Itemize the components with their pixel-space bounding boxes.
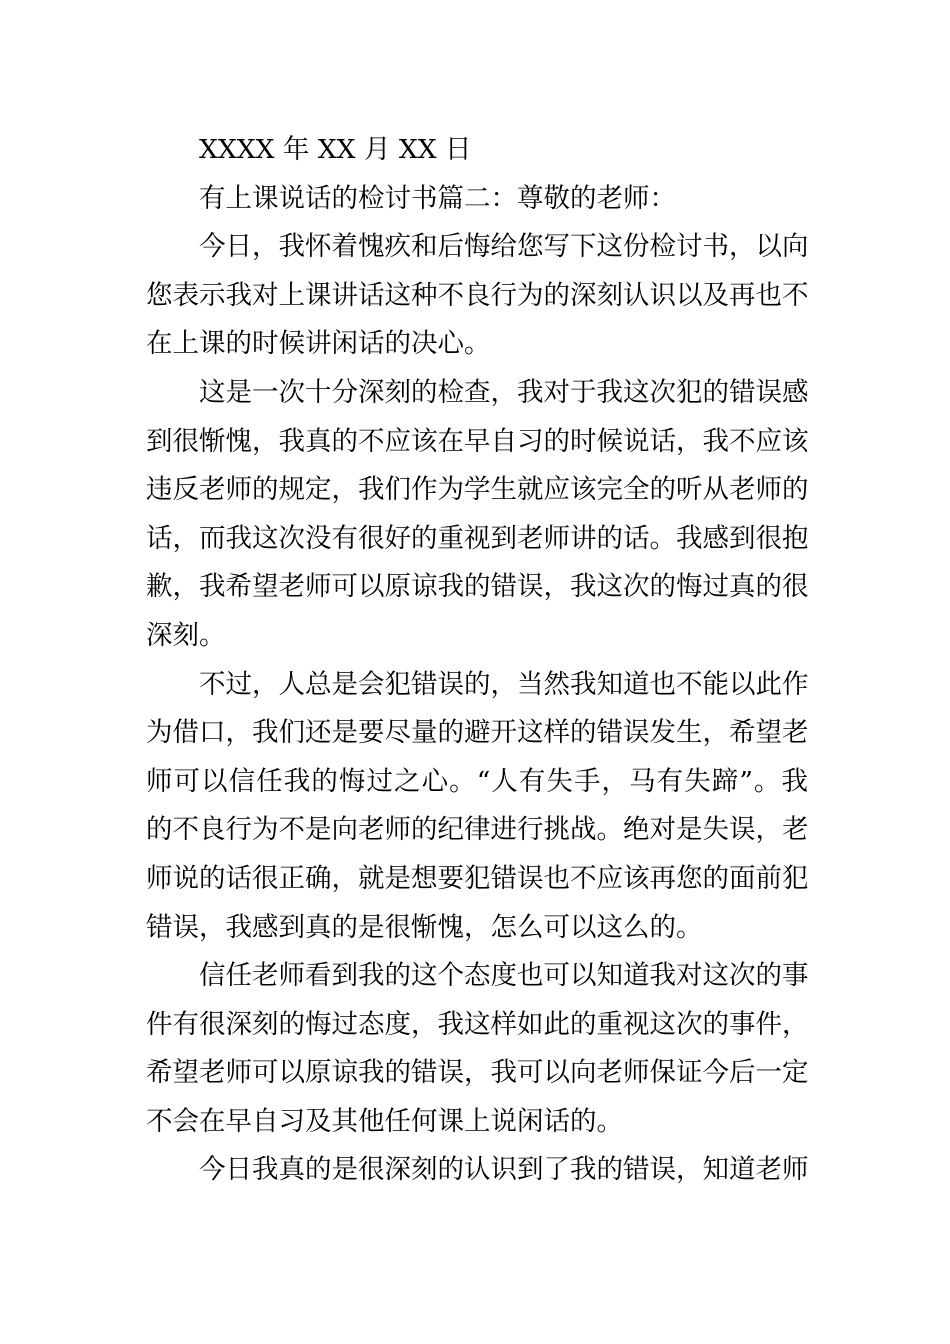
- paragraph-line: 不会在早自习及其他任何课上说闲话的。: [146, 1105, 623, 1137]
- paragraph-line: 在上课的时候讲闲话的决心。: [146, 328, 491, 360]
- paragraph-line: 深刻。: [146, 619, 226, 651]
- paragraph-line: 师可以信任我的悔过之心。“人有失手，马有失蹄”。我: [146, 765, 808, 797]
- paragraph-line: 今日，我怀着愧疚和后悔给您写下这份检讨书，以向: [199, 231, 809, 263]
- paragraph-line: 到很惭愧，我真的不应该在早自习的时候说话，我不应该: [146, 425, 809, 457]
- paragraph-line: 今日我真的是很深刻的认识到了我的错误，知道老师: [199, 1154, 809, 1186]
- paragraph-line: 不过，人总是会犯错误的，当然我知道也不能以此作: [199, 668, 809, 700]
- paragraph-1: [146, 223, 808, 369]
- paragraph-line: 的不良行为不是向老师的纪律进行挑战。绝对是失误，老: [146, 814, 809, 846]
- paragraph-line: 歉，我希望老师可以原谅我的错误，我这次的悔过真的很: [146, 571, 809, 603]
- paragraph-line: 为借口，我们还是要尽量的避开这样的错误发生，希望老: [146, 717, 809, 749]
- paragraph-line: 话，而我这次没有很好的重视到老师讲的话。我感到很抱: [146, 522, 809, 554]
- paragraph-line: 这是一次十分深刻的检查，我对于我这次犯的错误感: [199, 376, 809, 408]
- letter-heading: 有上课说话的检讨书篇二：尊敬的老师：: [199, 182, 676, 214]
- paragraph-line: 您表示我对上课讲话这种不良行为的深刻认识以及再也不: [146, 279, 809, 311]
- document-body: [146, 126, 808, 1195]
- paragraph-5: [146, 1146, 808, 1195]
- paragraph-line: 师说的话很正确，就是想要犯错误也不应该再您的面前犯: [146, 862, 809, 894]
- paragraph-line: 希望老师可以原谅我的错误，我可以向老师保证今后一定: [146, 1057, 809, 1089]
- paragraph-line: 件有很深刻的悔过态度，我这样如此的重视这次的事件，: [146, 1008, 809, 1040]
- paragraph-2: [146, 369, 808, 661]
- date-line: XXXX 年 XX 月 XX 日: [199, 134, 472, 165]
- paragraph-line: 信任老师看到我的这个态度也可以知道我对这次的事: [199, 960, 809, 992]
- paragraph-4: [146, 952, 808, 1146]
- paragraph-line: 违反老师的规定，我们作为学生就应该完全的听从老师的: [146, 474, 809, 506]
- paragraph-3: [146, 661, 808, 953]
- paragraph-line: 错误，我感到真的是很惭愧，怎么可以这么的。: [146, 911, 703, 943]
